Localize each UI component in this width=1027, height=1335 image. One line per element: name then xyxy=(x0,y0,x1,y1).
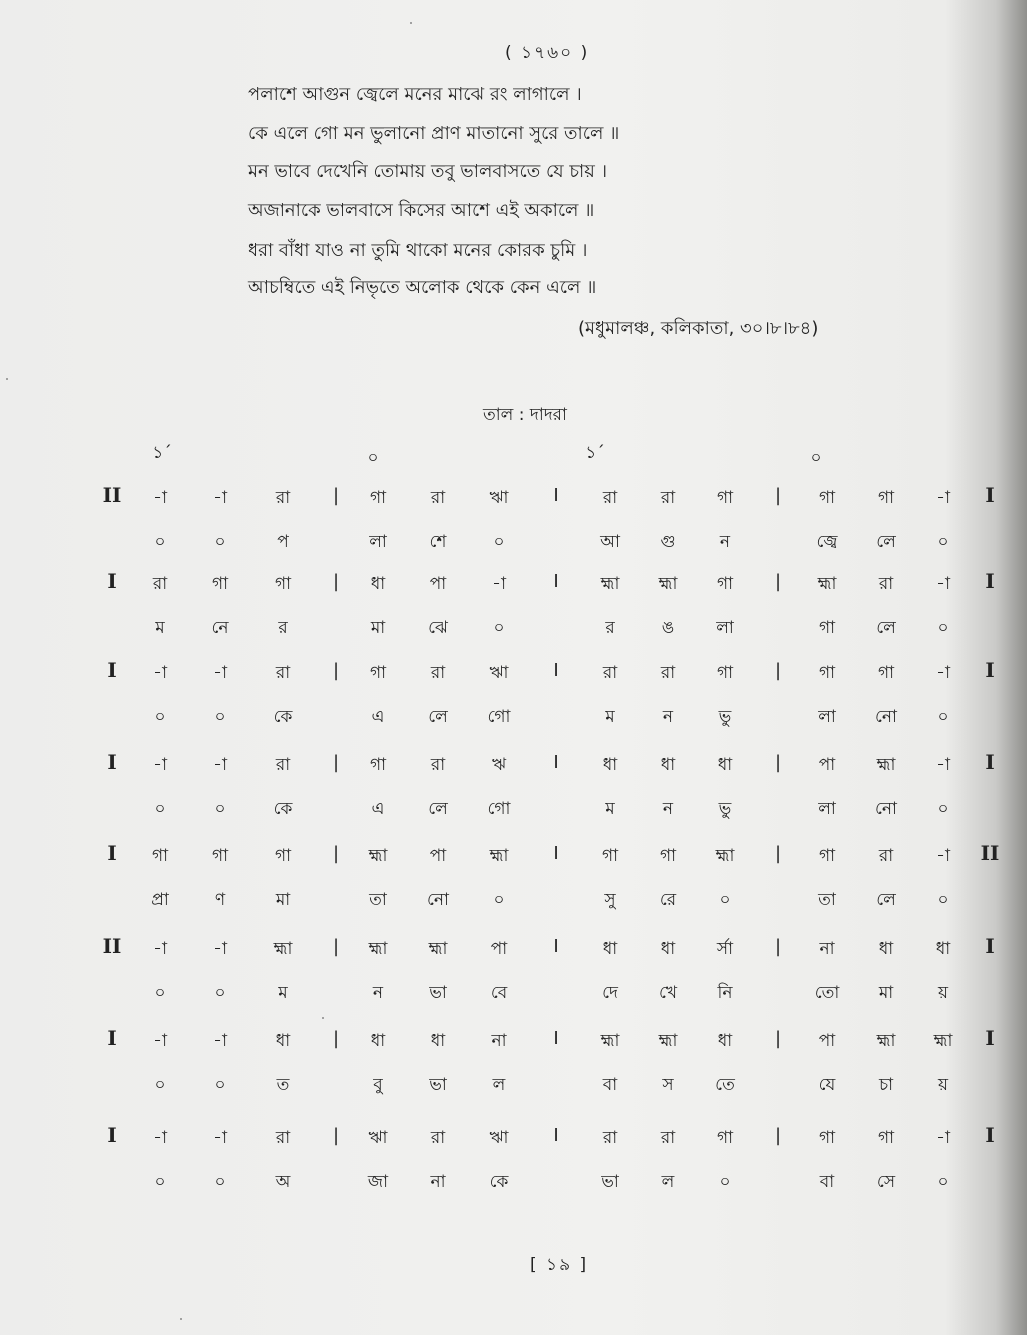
beat-marker-3: ১´ xyxy=(585,443,605,463)
bani-cell: লা xyxy=(818,707,836,727)
beat-divider: | xyxy=(774,660,782,681)
swara-cell: -া xyxy=(213,939,227,959)
swara-cell: না xyxy=(491,1031,507,1051)
bani-cell: ০ xyxy=(214,1075,226,1095)
bani-cell: ভা xyxy=(429,1075,447,1095)
bani-cell: ০ xyxy=(719,1172,731,1192)
bani-cell: ০ xyxy=(937,618,949,638)
bani-cell: ০ xyxy=(154,1172,166,1192)
swara-cell: ঋ xyxy=(491,755,507,775)
swara-cell: গা xyxy=(211,574,229,594)
swara-cell: -া xyxy=(936,574,950,594)
bani-cell: লা xyxy=(818,799,836,819)
bani-cell: লে xyxy=(876,618,896,638)
swara-cell: হ্মা xyxy=(817,574,837,594)
lyric-line-3: মন ভাবে দেখেনি তোমায় তবু ভালবাসতে যে চায় । xyxy=(248,161,608,182)
swara-cell: হ্মা xyxy=(368,939,388,959)
bani-cell: ০ xyxy=(214,532,226,552)
bani-cell: ন xyxy=(372,983,384,1003)
beat-divider: | xyxy=(332,1125,340,1146)
swara-cell: -া xyxy=(153,488,167,508)
row-start-barline: I xyxy=(107,658,117,682)
bani-cell: জ্বে xyxy=(816,532,838,552)
swara-cell: গা xyxy=(211,846,229,866)
beat-divider: I xyxy=(553,1125,559,1146)
bani-cell: গা xyxy=(818,618,836,638)
swara-cell: রা xyxy=(275,663,291,683)
swara-cell: গা xyxy=(369,663,387,683)
swara-cell: হ্মা xyxy=(273,939,293,959)
bani-cell: ০ xyxy=(214,983,226,1003)
bani-cell: নো xyxy=(875,707,897,727)
swara-cell: -া xyxy=(492,574,506,594)
beat-divider: | xyxy=(774,936,782,957)
beat-divider: | xyxy=(774,843,782,864)
bani-cell: কে xyxy=(273,799,293,819)
song-number: ( ১৭৬০ ) xyxy=(505,43,590,63)
bani-cell: গো xyxy=(487,799,511,819)
beat-marker-4: ০ xyxy=(810,448,822,468)
bani-cell: কে xyxy=(489,1172,509,1192)
beat-divider: | xyxy=(332,843,340,864)
swara-cell: ধা xyxy=(370,1031,386,1051)
bani-cell: ভু xyxy=(718,799,732,819)
swara-cell: গা xyxy=(659,846,677,866)
swara-cell: গা xyxy=(877,663,895,683)
bani-cell: মা xyxy=(878,983,894,1003)
tala-heading: তাল : দাদরা xyxy=(483,405,567,425)
bani-cell: ন xyxy=(662,707,674,727)
swara-cell: ধা xyxy=(602,755,618,775)
beat-divider: I xyxy=(553,660,559,681)
bani-cell: ন xyxy=(662,799,674,819)
bani-cell: ঙ xyxy=(661,618,675,638)
swara-cell: গা xyxy=(877,1128,895,1148)
bani-cell: ঝে xyxy=(428,618,448,638)
bani-cell: বা xyxy=(819,1172,835,1192)
bani-cell: র xyxy=(605,618,615,638)
bani-cell: সু xyxy=(604,890,616,910)
bani-cell: লা xyxy=(369,532,387,552)
swara-cell: গা xyxy=(818,846,836,866)
swara-cell: হ্মা xyxy=(368,846,388,866)
bani-cell: ০ xyxy=(214,1172,226,1192)
swara-cell: গা xyxy=(369,755,387,775)
bani-cell: জা xyxy=(367,1172,389,1192)
swara-cell: গা xyxy=(716,663,734,683)
bani-cell: প xyxy=(277,532,289,552)
row-start-barline: II xyxy=(102,483,122,507)
swara-cell: হ্মা xyxy=(876,1031,896,1051)
bani-cell: তা xyxy=(818,890,836,910)
bani-cell: এ xyxy=(371,707,385,727)
swara-cell: গা xyxy=(818,488,836,508)
bani-cell: লে xyxy=(876,890,896,910)
paper-speck xyxy=(6,378,8,380)
beat-divider: | xyxy=(774,752,782,773)
bani-cell: ত xyxy=(276,1075,290,1095)
bani-cell: ০ xyxy=(214,799,226,819)
beat-divider: | xyxy=(332,752,340,773)
swara-cell: ধা xyxy=(275,1031,291,1051)
row-start-barline: II xyxy=(102,934,122,958)
swara-cell: ধা xyxy=(717,755,733,775)
swara-cell: হ্মা xyxy=(658,1031,678,1051)
bani-cell: মা xyxy=(370,618,386,638)
swara-cell: গা xyxy=(601,846,619,866)
lyric-line-4: অজানাকে ভালবাসে কিসের আশে এই অকালে ॥ xyxy=(248,200,595,221)
swara-cell: ঋা xyxy=(489,1128,509,1148)
swara-cell: -া xyxy=(153,755,167,775)
beat-marker-2: ০ xyxy=(367,448,379,468)
swara-cell: গা xyxy=(716,1128,734,1148)
bani-cell: লে xyxy=(428,799,448,819)
bani-cell: এ xyxy=(371,799,385,819)
beat-marker-1: ১´ xyxy=(152,443,172,463)
row-start-barline: I xyxy=(107,1123,117,1147)
swara-cell: গা xyxy=(818,663,836,683)
row-end-barline: I xyxy=(985,1123,995,1147)
bani-cell: অ xyxy=(275,1172,291,1192)
swara-cell: ধা xyxy=(430,1031,446,1051)
swara-cell: পা xyxy=(429,574,447,594)
bani-cell: ন xyxy=(719,532,731,552)
swara-cell: গা xyxy=(369,488,387,508)
bani-cell: ০ xyxy=(154,532,166,552)
swara-cell: ধা xyxy=(602,939,618,959)
bani-cell: ০ xyxy=(214,707,226,727)
bani-cell: ল xyxy=(661,1172,675,1192)
bani-cell: ০ xyxy=(154,707,166,727)
bani-cell: লা xyxy=(716,618,734,638)
row-start-barline: I xyxy=(107,1026,117,1050)
beat-divider: | xyxy=(774,485,782,506)
bani-cell: ম xyxy=(605,799,615,819)
lyric-line-5: ধরা বাঁধা যাও না তুমি থাকো মনের কোরক চুমি । xyxy=(248,240,588,261)
swara-cell: গা xyxy=(716,574,734,594)
row-end-barline: II xyxy=(980,841,1000,865)
swara-cell: -া xyxy=(153,939,167,959)
bani-cell: ০ xyxy=(154,799,166,819)
lyric-line-2: কে এলে গো মন ভুলানো প্রাণ মাতানো সুরে তালে ॥ xyxy=(248,123,620,144)
bani-cell: প্রা xyxy=(151,890,169,910)
swara-cell: ধা xyxy=(660,939,676,959)
swara-cell: -া xyxy=(153,1128,167,1148)
bani-cell: বু xyxy=(373,1075,383,1095)
swara-cell: রা xyxy=(275,755,291,775)
lyric-line-1: পলাশে আগুন জ্বেলে মনের মাঝে রং লাগালে । xyxy=(248,84,582,105)
swara-cell: ধা xyxy=(660,755,676,775)
paper-speck xyxy=(180,1318,182,1320)
swara-cell: রা xyxy=(602,488,618,508)
swara-cell: পা xyxy=(818,755,836,775)
bani-cell: ০ xyxy=(937,707,949,727)
bani-cell: ভা xyxy=(601,1172,619,1192)
bani-cell: শে xyxy=(429,532,447,552)
lyric-line-6: আচম্বিতে এই নিভৃতে অলোক থেকে কেন এলে ॥ xyxy=(248,277,597,298)
bani-cell: ল xyxy=(492,1075,506,1095)
bani-cell: নে xyxy=(211,618,229,638)
paper-speck xyxy=(322,1017,324,1019)
bani-cell: স xyxy=(662,1075,674,1095)
bani-cell: খে xyxy=(658,983,678,1003)
swara-cell: -া xyxy=(213,663,227,683)
bani-cell: আ xyxy=(600,532,620,552)
bani-cell: ০ xyxy=(937,890,949,910)
bani-cell: গু xyxy=(660,532,676,552)
swara-cell: গা xyxy=(716,488,734,508)
swara-cell: গা xyxy=(274,574,292,594)
bani-cell: তা xyxy=(369,890,387,910)
swara-cell: রা xyxy=(430,488,446,508)
swara-cell: ঋা xyxy=(368,1128,388,1148)
swara-cell: ধা xyxy=(935,939,951,959)
bani-cell: ০ xyxy=(937,1172,949,1192)
bani-cell: ম xyxy=(155,618,165,638)
bani-cell: তে xyxy=(715,1075,735,1095)
page-number: [ ১৯ ] xyxy=(530,1255,589,1275)
swara-cell: হ্মা xyxy=(715,846,735,866)
bani-cell: ০ xyxy=(937,532,949,552)
beat-divider: | xyxy=(332,936,340,957)
swara-cell: গা xyxy=(151,846,169,866)
swara-cell: -া xyxy=(213,755,227,775)
swara-cell: হ্মা xyxy=(600,1031,620,1051)
bani-cell: ০ xyxy=(493,618,505,638)
beat-divider: | xyxy=(332,660,340,681)
beat-divider: | xyxy=(774,571,782,592)
swara-cell: হ্মা xyxy=(658,574,678,594)
swara-cell: হ্মা xyxy=(489,846,509,866)
bani-cell: লে xyxy=(428,707,448,727)
beat-divider: I xyxy=(553,843,559,864)
row-end-barline: I xyxy=(985,750,995,774)
swara-cell: রা xyxy=(430,1128,446,1148)
swara-cell: পা xyxy=(818,1031,836,1051)
bani-cell: তো xyxy=(814,983,840,1003)
bani-cell: যে xyxy=(818,1075,836,1095)
swara-cell: -া xyxy=(153,1031,167,1051)
swara-cell: রা xyxy=(660,488,676,508)
swara-cell: ধা xyxy=(717,1031,733,1051)
bani-cell: ম xyxy=(605,707,615,727)
beat-divider: | xyxy=(332,1028,340,1049)
swara-cell: -া xyxy=(213,1031,227,1051)
swara-cell: র্সা xyxy=(716,939,734,959)
bani-cell: য় xyxy=(937,983,948,1003)
bani-cell: ০ xyxy=(719,890,731,910)
swara-cell: রা xyxy=(275,1128,291,1148)
beat-divider: | xyxy=(332,571,340,592)
swara-cell: -া xyxy=(936,1128,950,1148)
swara-cell: হ্মা xyxy=(428,939,448,959)
swara-cell: রা xyxy=(878,574,894,594)
bani-cell: য় xyxy=(937,1075,948,1095)
bani-cell: মা xyxy=(275,890,291,910)
bani-cell: নো xyxy=(875,799,897,819)
swara-cell: ঋা xyxy=(489,663,509,683)
row-start-barline: I xyxy=(107,569,117,593)
row-end-barline: I xyxy=(985,569,995,593)
swara-cell: গা xyxy=(877,488,895,508)
bani-cell: দে xyxy=(602,983,618,1003)
swara-cell: -া xyxy=(153,663,167,683)
swara-cell: রা xyxy=(878,846,894,866)
row-end-barline: I xyxy=(985,1026,995,1050)
bani-cell: নো xyxy=(427,890,449,910)
bani-cell: র xyxy=(278,618,288,638)
swara-cell: -া xyxy=(936,846,950,866)
swara-cell: ধা xyxy=(370,574,386,594)
bani-cell: কে xyxy=(273,707,293,727)
beat-divider: I xyxy=(553,571,559,592)
swara-cell: -া xyxy=(936,663,950,683)
swara-cell: হ্মা xyxy=(600,574,620,594)
bani-cell: না xyxy=(430,1172,446,1192)
bani-cell: লে xyxy=(876,532,896,552)
swara-cell: ঋা xyxy=(489,488,509,508)
swara-cell: রা xyxy=(602,663,618,683)
swara-cell: না xyxy=(819,939,835,959)
row-end-barline: I xyxy=(985,483,995,507)
beat-divider: I xyxy=(553,936,559,957)
bani-cell: ণ xyxy=(214,890,226,910)
beat-divider: | xyxy=(774,1125,782,1146)
swara-cell: গা xyxy=(274,846,292,866)
beat-divider: | xyxy=(332,485,340,506)
swara-cell: রা xyxy=(660,1128,676,1148)
swara-cell: পা xyxy=(429,846,447,866)
swara-cell: রা xyxy=(430,755,446,775)
bani-cell: চা xyxy=(878,1075,894,1095)
beat-divider: I xyxy=(553,485,559,506)
swara-cell: হ্মা xyxy=(933,1031,953,1051)
swara-cell: -া xyxy=(936,488,950,508)
swara-cell: -া xyxy=(213,1128,227,1148)
swara-cell: হ্মা xyxy=(876,755,896,775)
source-note: (মধুমালঞ্চ, কলিকাতা, ৩০।৮।৮৪) xyxy=(578,318,819,339)
beat-divider: I xyxy=(553,1028,559,1049)
bani-cell: ০ xyxy=(154,983,166,1003)
row-start-barline: I xyxy=(107,841,117,865)
swara-cell: রা xyxy=(602,1128,618,1148)
bani-cell: ভা xyxy=(429,983,447,1003)
swara-cell: -া xyxy=(936,755,950,775)
row-end-barline: I xyxy=(985,658,995,682)
swara-cell: রা xyxy=(275,488,291,508)
swara-cell: গা xyxy=(818,1128,836,1148)
bani-cell: বা xyxy=(602,1075,618,1095)
row-start-barline: I xyxy=(107,750,117,774)
paper-speck xyxy=(410,22,412,24)
bani-cell: ম xyxy=(278,983,288,1003)
bani-cell: সে xyxy=(876,1172,896,1192)
bani-cell: ০ xyxy=(154,1075,166,1095)
swara-cell: রা xyxy=(660,663,676,683)
bani-cell: ০ xyxy=(937,799,949,819)
swara-cell: রা xyxy=(152,574,168,594)
row-end-barline: I xyxy=(985,934,995,958)
bani-cell: ০ xyxy=(493,890,505,910)
bani-cell: ০ xyxy=(493,532,505,552)
swara-cell: -া xyxy=(213,488,227,508)
beat-divider: I xyxy=(553,752,559,773)
bani-cell: বে xyxy=(490,983,508,1003)
swara-cell: রা xyxy=(430,663,446,683)
swara-cell: ধা xyxy=(878,939,894,959)
bani-cell: ভু xyxy=(718,707,732,727)
beat-divider: | xyxy=(774,1028,782,1049)
bani-cell: গো xyxy=(487,707,511,727)
bani-cell: নি xyxy=(717,983,733,1003)
swara-cell: পা xyxy=(490,939,508,959)
bani-cell: রে xyxy=(659,890,677,910)
